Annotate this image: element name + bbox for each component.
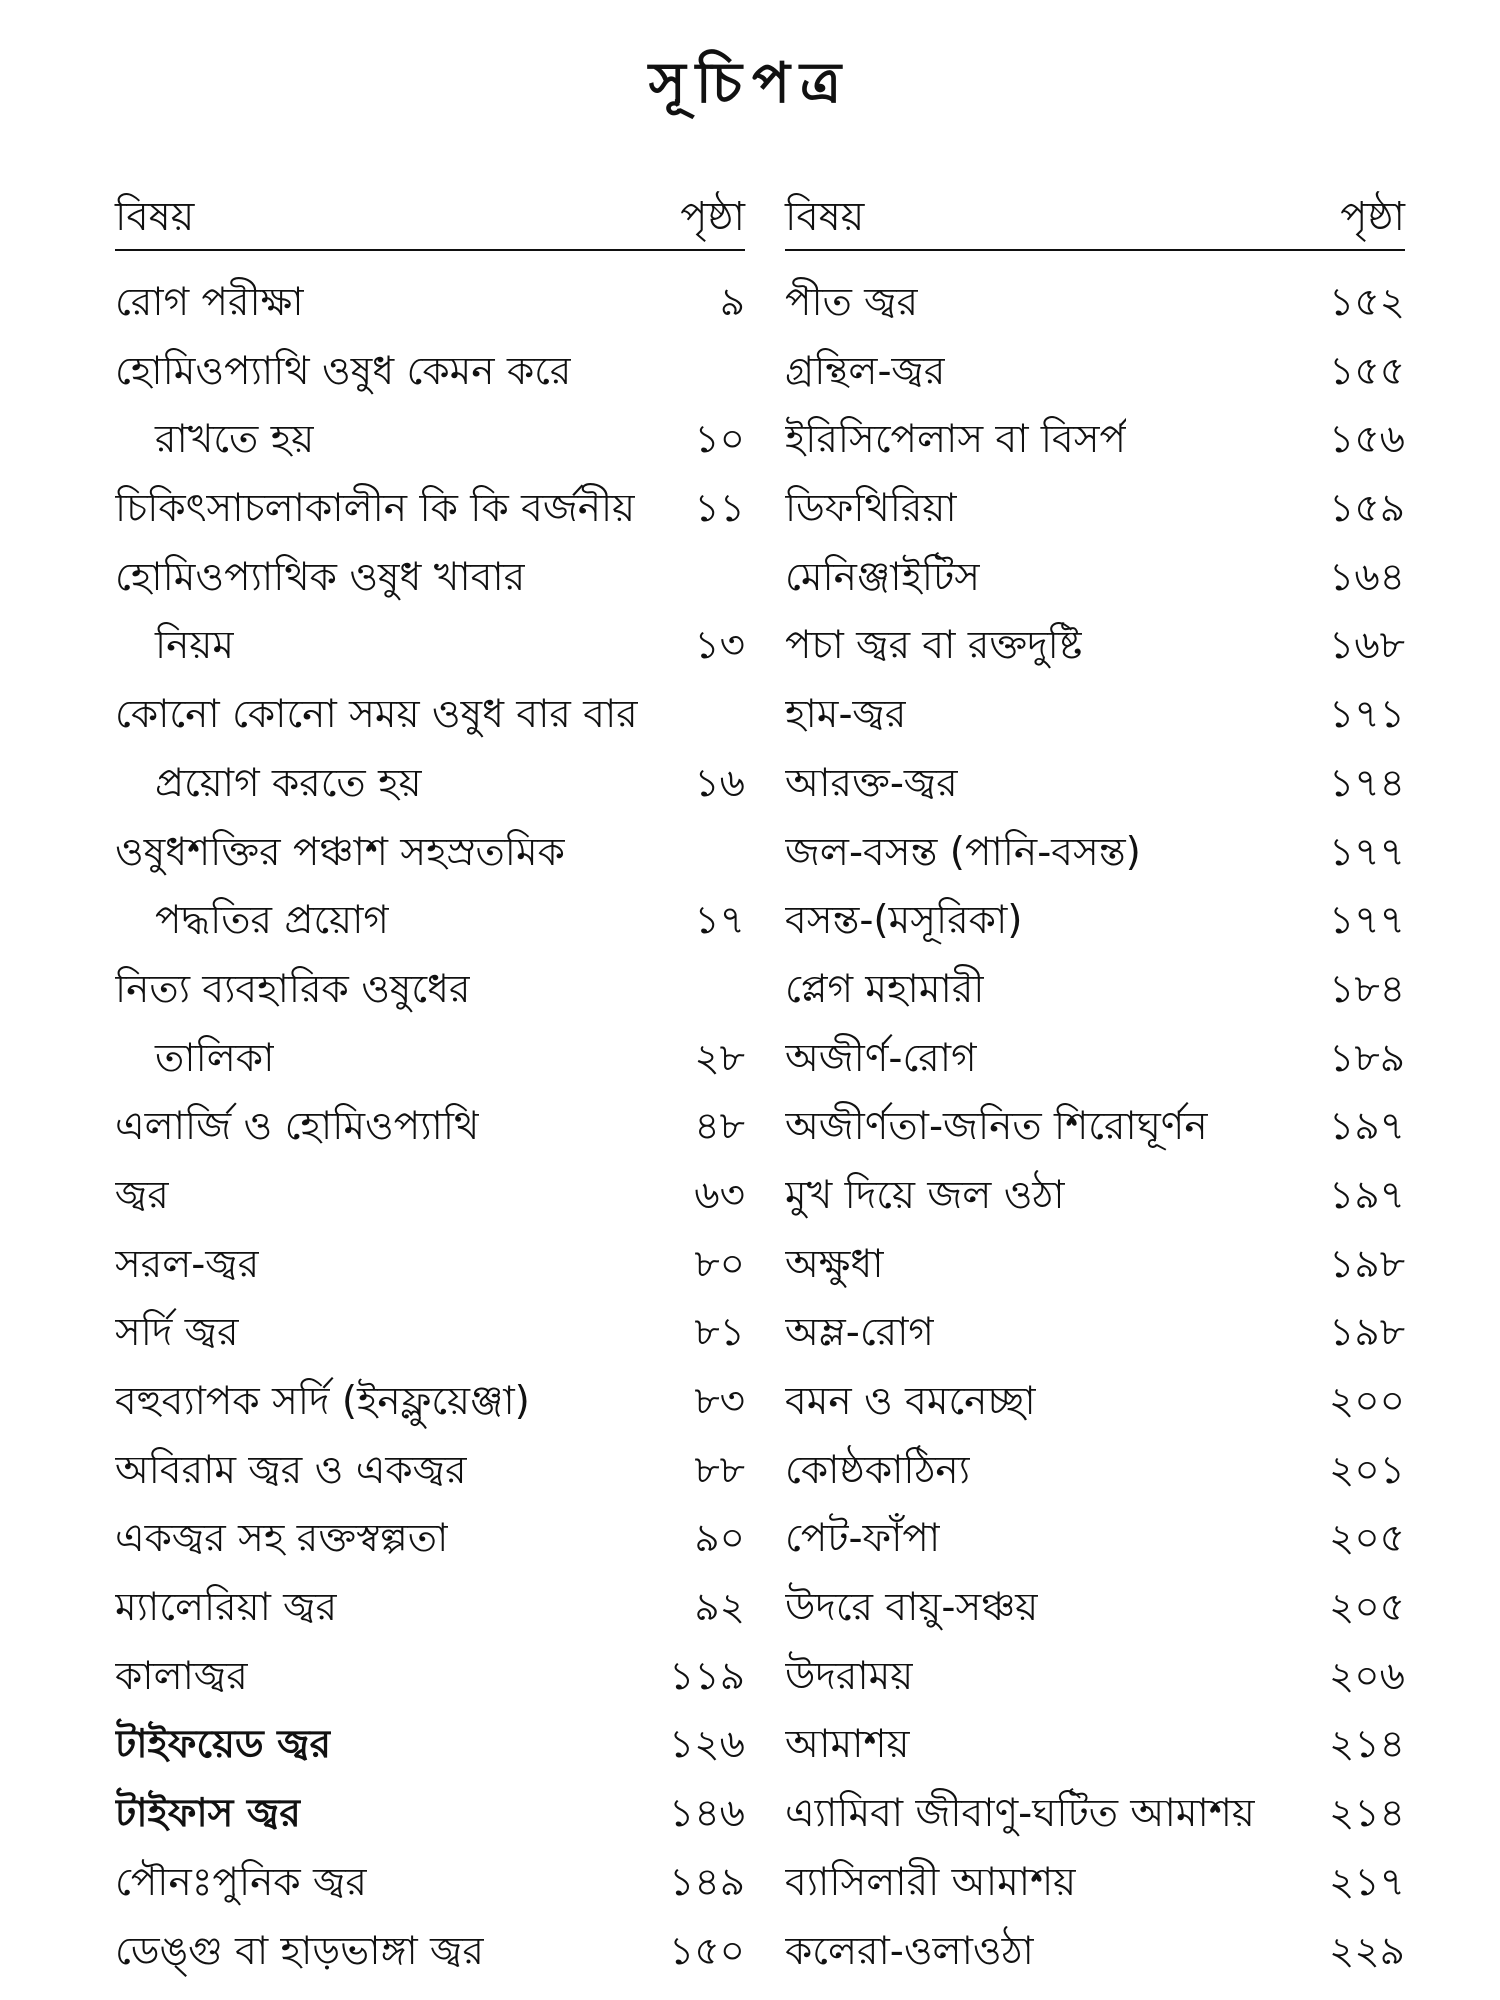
toc-entry-page: ১৫২	[1329, 280, 1405, 325]
toc-entry-page: ১০	[694, 417, 745, 463]
toc-entry-title: চিকিৎসাচলাকালীন কি কি বর্জনীয়	[115, 486, 636, 532]
toc-entry-page: ২১৭	[1328, 1859, 1405, 1905]
toc-entry-page: ১৯৭	[1329, 1172, 1405, 1218]
toc-entry-page: ২০১	[1328, 1447, 1405, 1493]
toc-entry-page: ১৪৬	[669, 1791, 745, 1837]
toc-entry-title: ওষুধশক্তির পঞ্চাশ সহস্রতমিক	[115, 829, 565, 875]
toc-entry	[785, 1918, 1405, 1987]
toc-entry-title: বমন ও বমনেচ্ছা	[785, 1379, 1036, 1424]
toc-entry-page: ১৫৫	[1329, 348, 1405, 394]
page-header: পৃষ্ঠা	[1340, 194, 1405, 240]
toc-entry-page: ৮৩	[694, 1379, 745, 1424]
toc-entry-title: সরল-জ্বর	[115, 1241, 260, 1287]
toc-entry	[115, 1780, 745, 1849]
toc-entry-title: কলেরা-ওলাওঠা	[785, 1928, 1034, 1974]
toc-entry	[785, 544, 1405, 613]
toc-entry-page: ১৬৮	[1329, 623, 1405, 669]
toc-entry-page: ১২৬	[668, 1722, 745, 1768]
toc-entry	[785, 1437, 1405, 1506]
toc-entry-page: ১৬	[694, 760, 745, 806]
toc-entry-page: ২০৫	[1328, 1585, 1405, 1631]
toc-entry-page: ৯	[719, 280, 745, 325]
toc-entry-page: ১৭	[694, 898, 745, 944]
toc-entry	[115, 681, 745, 750]
toc-entry-page: ১৩	[694, 623, 745, 669]
toc-entry	[115, 1711, 745, 1780]
toc-entry	[115, 475, 745, 544]
toc-entry	[115, 612, 745, 681]
toc-entry	[115, 1643, 745, 1712]
toc-entry-page: ১৫৬	[1329, 417, 1405, 463]
toc-entry-page: ১৫৯	[1329, 486, 1405, 532]
toc-entry-title: বসন্ত-(মসূরিকা)	[785, 898, 1023, 944]
toc-entry	[785, 1231, 1405, 1300]
subject-header: বিষয়	[785, 194, 865, 240]
toc-entry	[115, 1368, 745, 1437]
toc-entry	[115, 1231, 745, 1300]
toc-entry	[785, 269, 1405, 338]
toc-right-column	[785, 185, 1405, 1986]
toc-entry-page: ৯০	[694, 1516, 745, 1562]
toc-entry-title: মেনিঞ্জাইটিস	[785, 554, 980, 600]
toc-entry-title: অজীর্ণতা-জনিত শিরোঘূর্ণন	[785, 1104, 1208, 1150]
toc-entry-title: কোষ্ঠকাঠিন্য	[785, 1447, 971, 1493]
toc-entry	[785, 819, 1405, 888]
toc-entry	[115, 1093, 745, 1162]
toc-entry-page: ২১৪	[1329, 1722, 1405, 1768]
toc-entry	[115, 544, 745, 613]
toc-entry-page: ১৮৯	[1329, 1035, 1405, 1081]
toc-entry	[785, 1643, 1405, 1712]
toc-entry	[785, 406, 1405, 475]
toc-entry-title: কোনো কোনো সময় ওষুধ বার বার	[115, 692, 638, 738]
toc-entry-page: ১৭৭	[1328, 898, 1405, 944]
toc-entry-page: ১৯৭	[1329, 1104, 1405, 1150]
toc-entry-title: অম্ল-রোগ	[785, 1310, 934, 1356]
toc-entry-page: ১৫০	[669, 1928, 745, 1974]
toc-entry-title: ব্যাসিলারী আমাশয়	[785, 1859, 1077, 1905]
toc-entry	[785, 338, 1405, 407]
toc-entry-page: ৬৩	[694, 1172, 745, 1218]
toc-entry-page: ৮০	[694, 1241, 745, 1287]
toc-entry-page: ৮১	[694, 1310, 745, 1356]
toc-entry-title: এ্যামিবা জীবাণু-ঘটিত আমাশয়	[785, 1791, 1255, 1837]
toc-entry-title: পীত জ্বর	[785, 280, 919, 325]
toc-entry	[785, 1093, 1405, 1162]
toc-entry-page: ২২৯	[1328, 1928, 1405, 1974]
toc-entry-page: ১৯৮	[1329, 1310, 1405, 1356]
toc-entry-title: আমাশয়	[785, 1722, 910, 1768]
toc-entry	[115, 1574, 745, 1643]
toc-entry	[115, 1025, 745, 1094]
toc-entry-title: উদরাময়	[785, 1653, 914, 1699]
toc-right-list	[785, 269, 1405, 1986]
toc-entry-title: রাখতে হয়	[155, 417, 315, 463]
toc-entry	[785, 1299, 1405, 1368]
toc-entry-title: পৌনঃপুনিক জ্বর	[115, 1859, 367, 1905]
toc-entry	[785, 1368, 1405, 1437]
toc-entry-page: ১৪৯	[669, 1859, 745, 1905]
subject-header: বিষয়	[115, 194, 195, 240]
toc-entry-title: প্রয়োগ করতে হয়	[155, 760, 422, 806]
toc-entry-title: ইরিসিপেলাস বা বিসর্প	[785, 417, 1127, 463]
toc-entry	[785, 681, 1405, 750]
toc-entry-title: পদ্ধতির প্রয়োগ	[155, 898, 389, 944]
toc-entry-page: ১৭১	[1329, 692, 1405, 738]
toc-entry-title: ম্যালেরিয়া জ্বর	[115, 1585, 338, 1631]
toc-entry-title: নিত্য ব্যবহারিক ওষুধের	[115, 966, 471, 1012]
toc-entry	[785, 1505, 1405, 1574]
toc-entry-page: ৮৮	[694, 1447, 745, 1493]
toc-entry-page: ১৮৪	[1329, 966, 1405, 1012]
toc-entry-page: ২১৪	[1329, 1791, 1405, 1837]
toc-entry-page: ১১৯	[669, 1653, 745, 1699]
toc-entry-page: ১৬৪	[1329, 554, 1405, 600]
toc-left-list	[115, 269, 745, 1986]
toc-entry-title: হোমিওপ্যাথি ওষুধ কেমন করে	[115, 348, 572, 394]
toc-entry	[785, 475, 1405, 544]
toc-entry-title: কালাজ্বর	[115, 1653, 248, 1699]
toc-entry	[785, 1711, 1405, 1780]
toc-entry-page: ১৯৮	[1329, 1241, 1405, 1287]
toc-entry-title: গ্রন্থিল-জ্বর	[785, 348, 946, 394]
toc-entry-page: ২০৬	[1328, 1653, 1405, 1699]
toc-entry	[785, 1162, 1405, 1231]
toc-entry	[785, 1849, 1405, 1918]
toc-entry	[785, 612, 1405, 681]
toc-entry-page: ২০৫	[1328, 1516, 1405, 1562]
toc-entry-title: সর্দি জ্বর	[115, 1310, 239, 1356]
toc-entry-title: অজীর্ণ-রোগ	[785, 1035, 977, 1081]
toc-entry-title: টাইফাস জ্বর	[115, 1791, 301, 1837]
page-title: সূচিপত্র	[648, 51, 852, 116]
toc-entry-page: ১৭৪	[1329, 760, 1405, 806]
toc-entry-title: পচা জ্বর বা রক্তদুষ্টি	[785, 623, 1083, 669]
toc-entry	[785, 1025, 1405, 1094]
toc-entry-title: বহুব্যাপক সর্দি (ইনফ্লুয়েঞ্জা)	[115, 1379, 530, 1424]
toc-entry-title: এলার্জি ও হোমিওপ্যাথি	[115, 1104, 480, 1150]
toc-entry-page: ১৭৭	[1328, 829, 1405, 875]
toc-right-header	[785, 185, 1405, 251]
toc-entry	[785, 956, 1405, 1025]
toc-entry-title: হোমিওপ্যাথিক ওষুধ খাবার	[115, 554, 526, 600]
toc-entry-title: একজ্বর সহ রক্তস্বল্পতা	[115, 1516, 449, 1562]
toc-entry	[785, 1574, 1405, 1643]
toc-entry	[115, 1505, 745, 1574]
toc-entry-page: ৪৮	[694, 1104, 745, 1150]
toc-left-header	[115, 185, 745, 251]
toc-entry-title: পেট-ফাঁপা	[785, 1516, 941, 1562]
toc-entry	[785, 887, 1405, 956]
toc-entry	[115, 956, 745, 1025]
toc-entry	[115, 750, 745, 819]
page-header: পৃষ্ঠা	[680, 194, 745, 240]
toc-entry-title: রোগ পরীক্ষা	[115, 280, 304, 325]
toc-entry	[115, 1437, 745, 1506]
toc-entry-title: নিয়ম	[155, 623, 235, 669]
toc-entry-title: তালিকা	[155, 1035, 275, 1081]
toc-entry	[785, 750, 1405, 819]
toc-entry-title: টাইফয়েড জ্বর	[115, 1722, 332, 1768]
toc-entry	[115, 1299, 745, 1368]
toc-entry-title: আরক্ত-জ্বর	[785, 760, 958, 806]
toc-entry-title: মুখ দিয়ে জল ওঠা	[785, 1172, 1065, 1218]
toc-entry-title: অবিরাম জ্বর ও একজ্বর	[115, 1447, 467, 1493]
toc-entry	[115, 1918, 745, 1987]
toc-entry-title: হাম-জ্বর	[785, 692, 907, 738]
toc-entry	[115, 819, 745, 888]
toc-left-column	[115, 185, 745, 1986]
toc-entry	[115, 269, 745, 338]
toc-entry	[115, 406, 745, 475]
toc-entry	[115, 1162, 745, 1231]
toc-entry-title: ডিফথিরিয়া	[785, 486, 957, 532]
toc-entry	[115, 887, 745, 956]
toc-entry-title: প্লেগ মহামারী	[785, 966, 985, 1012]
toc-entry-page: ৯২	[694, 1585, 745, 1631]
toc-entry	[115, 338, 745, 407]
toc-entry	[785, 1780, 1405, 1849]
toc-entry-title: জল-বসন্ত (পানি-বসন্ত)	[785, 829, 1141, 875]
toc-entry-title: জ্বর	[115, 1172, 169, 1218]
toc-entry-page: ২০০	[1328, 1379, 1405, 1424]
toc-entry-title: অক্ষুধা	[785, 1241, 884, 1287]
toc-entry-title: উদরে বায়ু-সঞ্চয়	[785, 1585, 1039, 1631]
toc-entry	[115, 1849, 745, 1918]
toc-entry-title: ডেঙ্গু বা হাড়ভাঙ্গা জ্বর	[115, 1928, 484, 1974]
toc-entry-page: ১১	[694, 486, 745, 532]
toc-entry-page: ২৮	[694, 1035, 745, 1081]
